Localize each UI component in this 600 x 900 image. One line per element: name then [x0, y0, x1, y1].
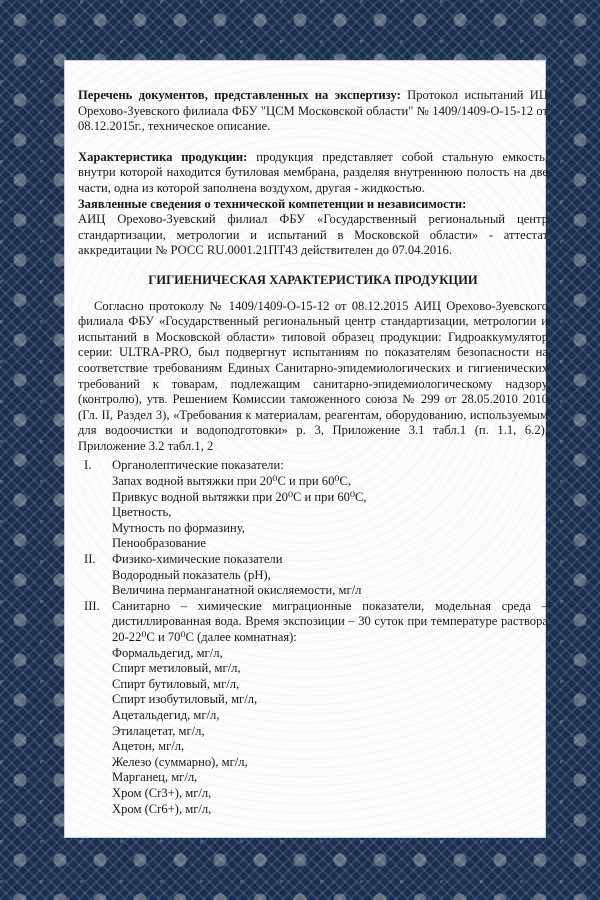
product-label: Характеристика продукции: [78, 149, 248, 164]
list-item: Хром (Cr6+), мг/л, [112, 801, 212, 816]
list-item: Хром (Cr3+), мг/л, [112, 785, 212, 800]
documents-text: Протокол испытаний ИЦ Орехово-Зуевского филиала ФБУ "ЦСМ Московской области" № 1409/1409-О-15-12 от 08.12.2015г., техническое описание. [78, 88, 548, 134]
product-paragraph [78, 150, 548, 197]
list-item: Величина перманганатной окисляемости, мг/л [112, 583, 362, 598]
list-item: Пенообразование [112, 536, 206, 551]
section-row [78, 552, 548, 568]
list-item: Спирт бутиловый, мг/л, [112, 676, 240, 691]
section-title: Органолептические показатели: [112, 458, 284, 473]
section-row [78, 599, 548, 646]
documents-label: Перечень документов, представленных на экспертизу: [78, 88, 401, 102]
section-title: ГИГИЕНИЧЕСКАЯ ХАРАКТЕРИСТИКА ПРОДУКЦИИ [148, 272, 478, 287]
section-number: II. [84, 552, 96, 567]
list-item: Этилацетат, мг/л, [112, 723, 205, 738]
documents-paragraph [78, 88, 548, 135]
indicator-sections [78, 458, 548, 817]
list-item: Цветность, [112, 505, 172, 520]
section-number: III. [84, 598, 100, 613]
intro-paragraph: Согласно протоколу № 1409/1409-О-15-12 от 08.12.2015 АИЦ Орехово-Зуевского филиала ФБУ «Государственный региональный центр стандартизации, метрологии и испытаний в Московской области» типовой образец продукции: Гидроаккумулятор серии: ULTRA-PRO, был подвергнут испытаниям по показателям безопасности на соответствие требованиям Единых Санитарно-эпидемиологических и гигиенических требований к товарам, подлежащим санитарно-эпидемиологическому надзору (контролю), утв. Решением Комиссии таможенного союза № 299 от 28.05.2010 2010 (Гл. II, Раздел 3), «Требования к материалам, реагентам, оборудованию, используемым для водоочистки и водоподготовки» р. 3, Приложение 3.1 табл.1 (п. 1.1, 6.2), Приложение 3.2 табл.1, 2 [78, 298, 548, 453]
list-item: Железо (суммарно), мг/л, [112, 754, 248, 769]
list-item: Привкус водной вытяжки при 20⁰С и при 60⁰С, [112, 489, 367, 504]
list-item: Ацетон, мг/л, [112, 739, 185, 754]
competence-label: Заявленные сведения о технической компетенции и независимости: [78, 196, 467, 211]
section-title: Физико-химические показатели [112, 552, 283, 567]
document-content [78, 88, 548, 817]
product-text: продукция представляет собой стальную емкость, внутри которой находится бутиловая мембрана, разделяя внутреннюю полость на две части, одна из которой заполнена воздухом, другая - жидкостью. [78, 149, 549, 195]
list-item: Формальдегид, мг/л, [112, 645, 223, 660]
section-row [78, 458, 548, 474]
list-item: Водородный показатель (pH), [112, 567, 271, 582]
list-item: Ацетальдегид, мг/л, [112, 707, 220, 722]
list-item: Мутность по формазину, [112, 520, 245, 535]
list-item: Марганец, мг/л, [112, 770, 198, 785]
section-title: Санитарно – химические миграционные показатели, модельная среда – дистиллированная вода. Время экспозиции – 30 суток при температуре раствора 20-22⁰С и 70⁰С (далее комнатная): [112, 598, 548, 644]
list-item: Спирт изобутиловый, мг/л, [112, 692, 258, 707]
section-number: I. [84, 458, 92, 473]
competence-text: АИЦ Орехово-Зуевский филиал ФБУ «Государственный региональный центр стандартизации, метрологии и испытаний в Московской области» - аттестат аккредитации № РОСС RU.0001.21ПТ43 действителен до 07.04.2016. [78, 212, 548, 258]
list-item: Спирт метиловый, мг/л, [112, 661, 241, 676]
list-item: Запах водной вытяжки при 20⁰С и при 60⁰С, [112, 474, 351, 489]
